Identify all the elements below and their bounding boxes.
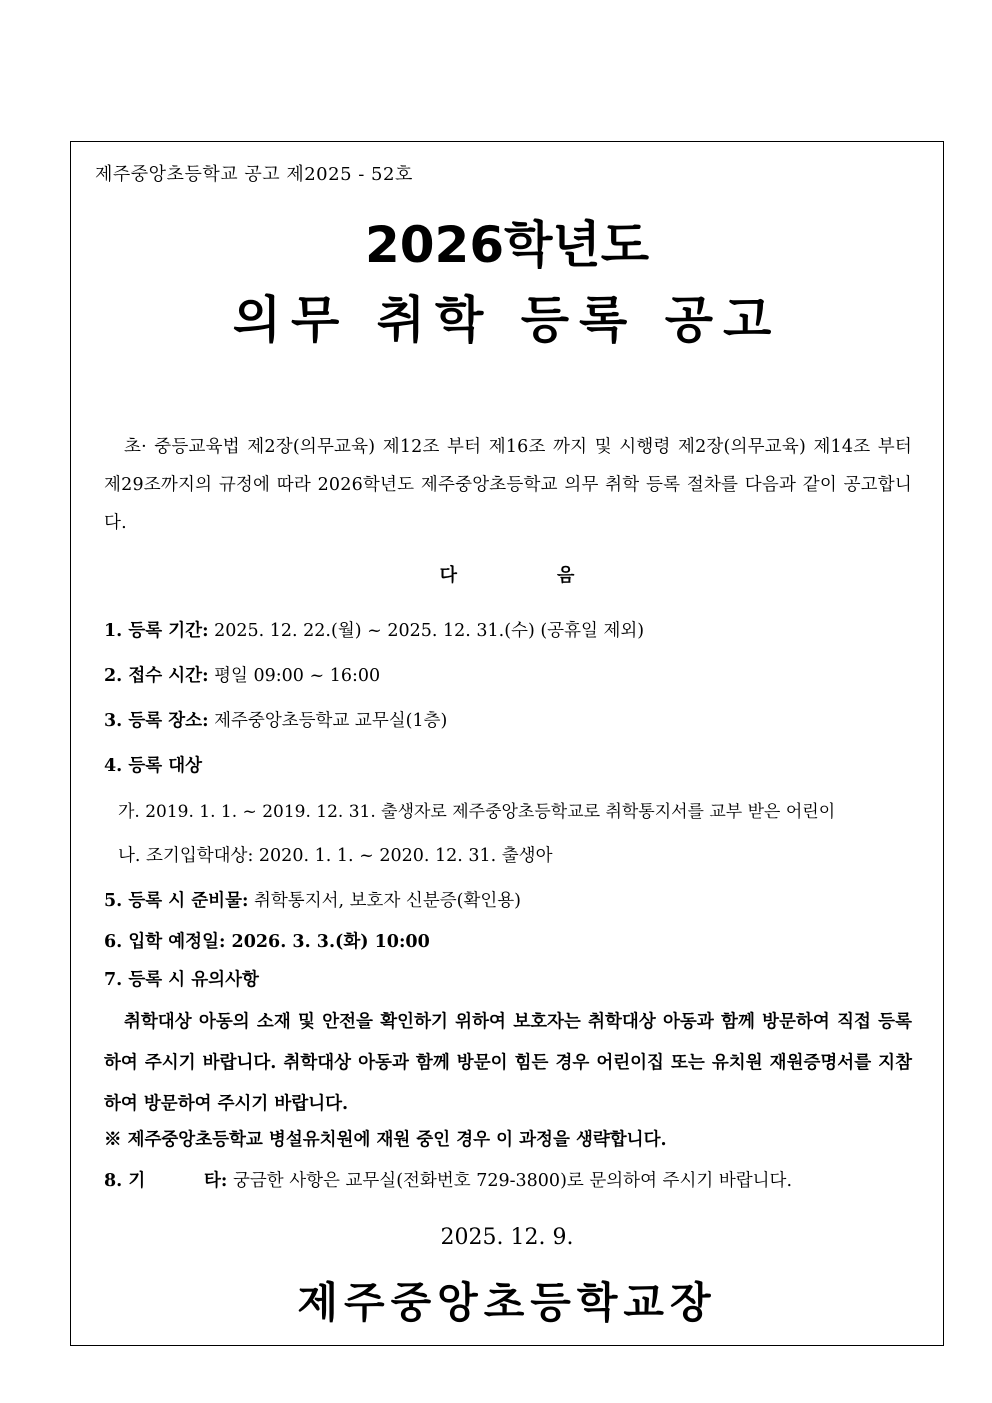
item-notes-label: 7. 등록 시 유의사항 xyxy=(104,970,259,990)
item-target-sub-b: 나. 조기입학대상: 2020. 1. 1. ~ 2020. 12. 31. 출생아 xyxy=(118,846,553,866)
notes-paragraph: 취학대상 아동의 소재 및 안전을 확인하기 위하여 보호자는 취학대상 아동과 함께 방문하여 직접 등록하여 주시기 바랍니다. 취학대상 아동과 함께 방문이 힘든 경우 어린이집 또는 유치원 재원증명서를 지참하여 방문하여 주시기 바랍니다. xyxy=(104,1012,912,1114)
item-target-label: 4. 등록 대상 xyxy=(104,756,203,776)
item-time-label: 2. 접수 시간: xyxy=(104,666,209,686)
item-period-value: 2025. 12. 22.(월) ~ 2025. 12. 31.(수) (공휴일 제외) xyxy=(208,621,645,641)
daeum-char-1: 다 xyxy=(439,565,457,586)
item-entrance-label: 6. 입학 예정일: 2026. 3. 3.(화) 10:00 xyxy=(104,932,430,952)
item-target xyxy=(104,752,914,777)
item-time xyxy=(104,662,914,687)
notes-remark: ※ 제주중앙초등학교 병설유치원에 재원 중인 경우 이 과정을 생략합니다. xyxy=(104,1130,667,1150)
item-place-label: 3. 등록 장소: xyxy=(104,711,209,731)
item-period-label: 1. 등록 기간: xyxy=(104,621,209,641)
item-place xyxy=(104,707,914,732)
item-notes xyxy=(104,966,914,991)
item-materials-label: 5. 등록 시 준비물: xyxy=(104,891,249,911)
item-etc-label-b: 타: xyxy=(204,1171,228,1191)
item-materials-value: 취학통지서, 보호자 신분증(확인용) xyxy=(248,891,522,911)
intro-paragraph: 초· 중등교육법 제2장(의무교육) 제12조 부터 제16조 까지 및 시행령 제2장(의무교육) 제14조 부터 제29조까지의 규정에 따라 2026학년도 제주중앙초등학교 의무 취학 등록 절차를 다음과 같이 공고합니다. xyxy=(104,437,912,533)
title-main: 의무 취학 등록 공고 xyxy=(232,291,782,349)
item-entrance xyxy=(104,928,914,953)
notice-date: 2025. 12. 9. xyxy=(440,1225,574,1250)
item-target-sub-a: 가. 2019. 1. 1. ~ 2019. 12. 31. 출생자로 제주중앙초등학교로 취학통지서를 교부 받은 어린이 xyxy=(118,802,836,822)
item-time-value: 평일 09:00 ~ 16:00 xyxy=(208,666,381,686)
daeum-heading xyxy=(70,561,944,587)
item-etc xyxy=(104,1167,914,1192)
daeum-char-2: 음 xyxy=(557,565,575,586)
principal-signature: 제주중앙초등학교장 xyxy=(297,1278,717,1327)
item-place-value: 제주중앙초등학교 교무실(1층) xyxy=(208,711,448,731)
title-year: 2026학년도 xyxy=(364,216,650,274)
item-etc-value: 궁금한 사항은 교무실(전화번호 729-3800)로 문의하여 주시기 바랍니다. xyxy=(227,1171,793,1191)
item-etc-label-a: 8. 기 xyxy=(104,1171,146,1191)
notice-number: 제주중앙초등학교 공고 제2025 - 52호 xyxy=(95,164,413,185)
item-materials xyxy=(104,887,914,912)
item-period xyxy=(104,617,914,642)
